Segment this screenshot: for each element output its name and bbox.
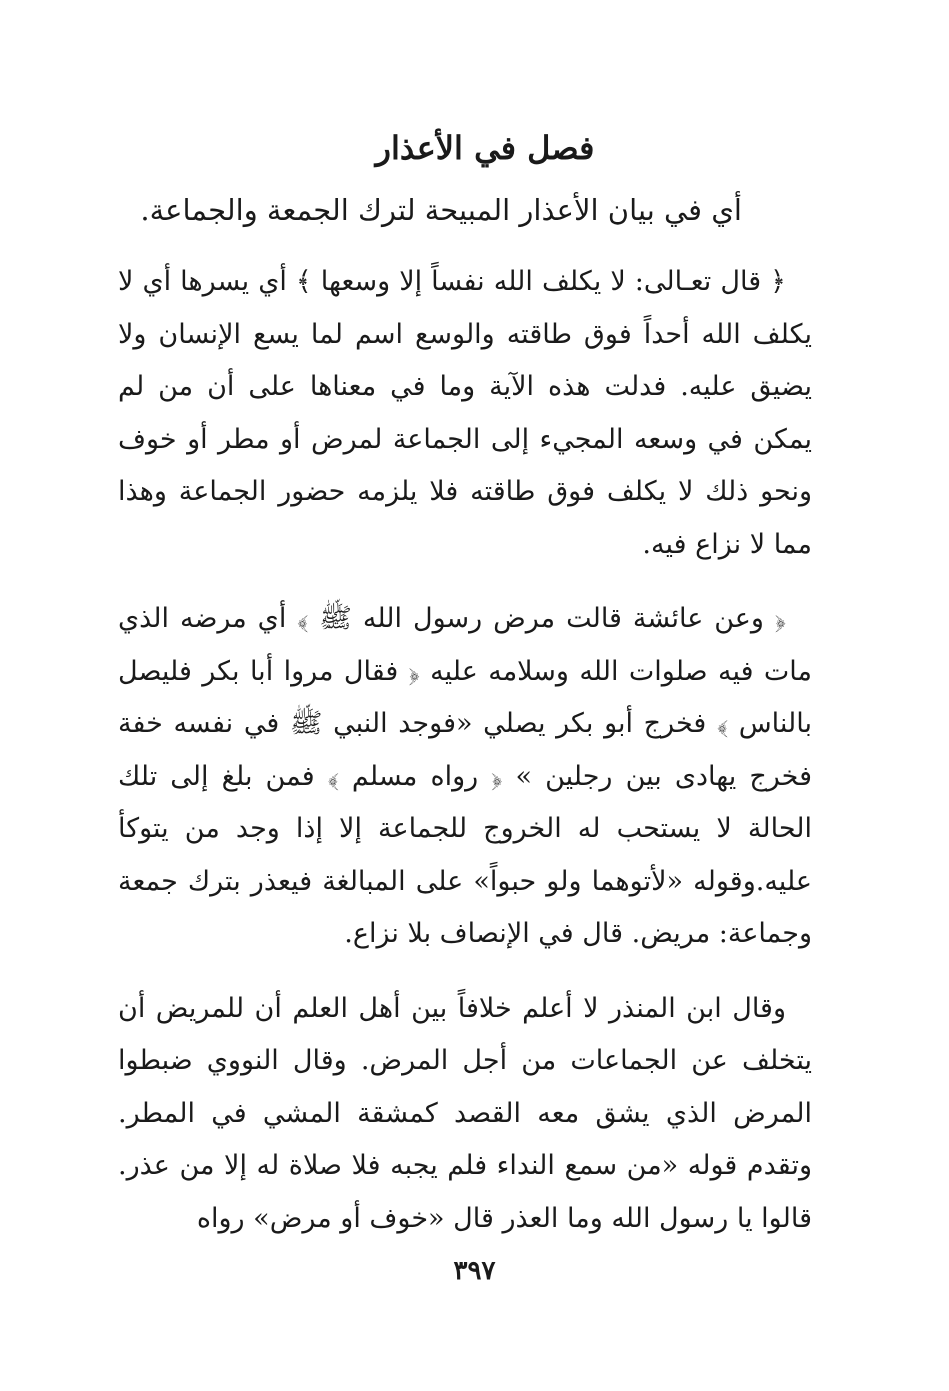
paragraph-1: ﴿ قال تعـالى: لا يكلف الله نفساً إلا وسعها ﴾ أي يسرها أي لا يكلف الله أحداً فوق طاقته والوسع اسم لما يسع الإنسان ولا يضيق عليه. فدلت هذه الآية وما في معناها على أن من لم يمكن في وسعه المجيء إلى الجماعة لمرض أو مطر أو خوف ونحو ذلك لا يكلف فوق طاقته فلا يلزمه حضور الجماعة وهذا مما لا نزاع فيه. [118,266,812,560]
chapter-title: فصل في الأعذار [375,129,595,167]
page-number: ٣٩٧ [453,1256,496,1286]
paragraph-2: ﴿ وعن عائشة قالت مرض رسول الله ﷺ ﴾ أي مرضه الذي مات فيه صلوات الله وسلامه عليه ﴿ فقال مروا أبا بكر فليصل بالناس ﴾ فخرج أبو بكر يصلي «فوجد النبي ﷺ في نفسه خفة فخرج يهادى بين رجلين » ﴿ رواه مسلم ﴾ فمن بلغ إلى تلك الحالة لا يستحب له الخروج للجماعة إلا إذا وجد من يتوكأ عليه.وقوله «لأتوهما ولو حبواً» على المبالغة فيعذر بترك جمعة وجماعة: مريض. قال في الإنصاف بلا نزاع. [118,603,812,949]
chapter-subtitle: أي في بيان الأعذار المبيحة لترك الجمعة والجماعة. [140,193,742,227]
page-body [118,120,812,1370]
paragraph-3: وقال ابن المنذر لا أعلم خلافاً بين أهل العلم أن للمريض أن يتخلف عن الجماعات من أجل المرض. وقال النووي ضبطوا المرض الذي يشق معه القصد كمشقة المشي في المطر. وتقدم قوله «من سمع النداء فلم يجبه فلا صلاة له إلا من عذر. قالوا يا رسول الله وما العذر قال «خوف أو مرض» رواه [118,992,812,1234]
